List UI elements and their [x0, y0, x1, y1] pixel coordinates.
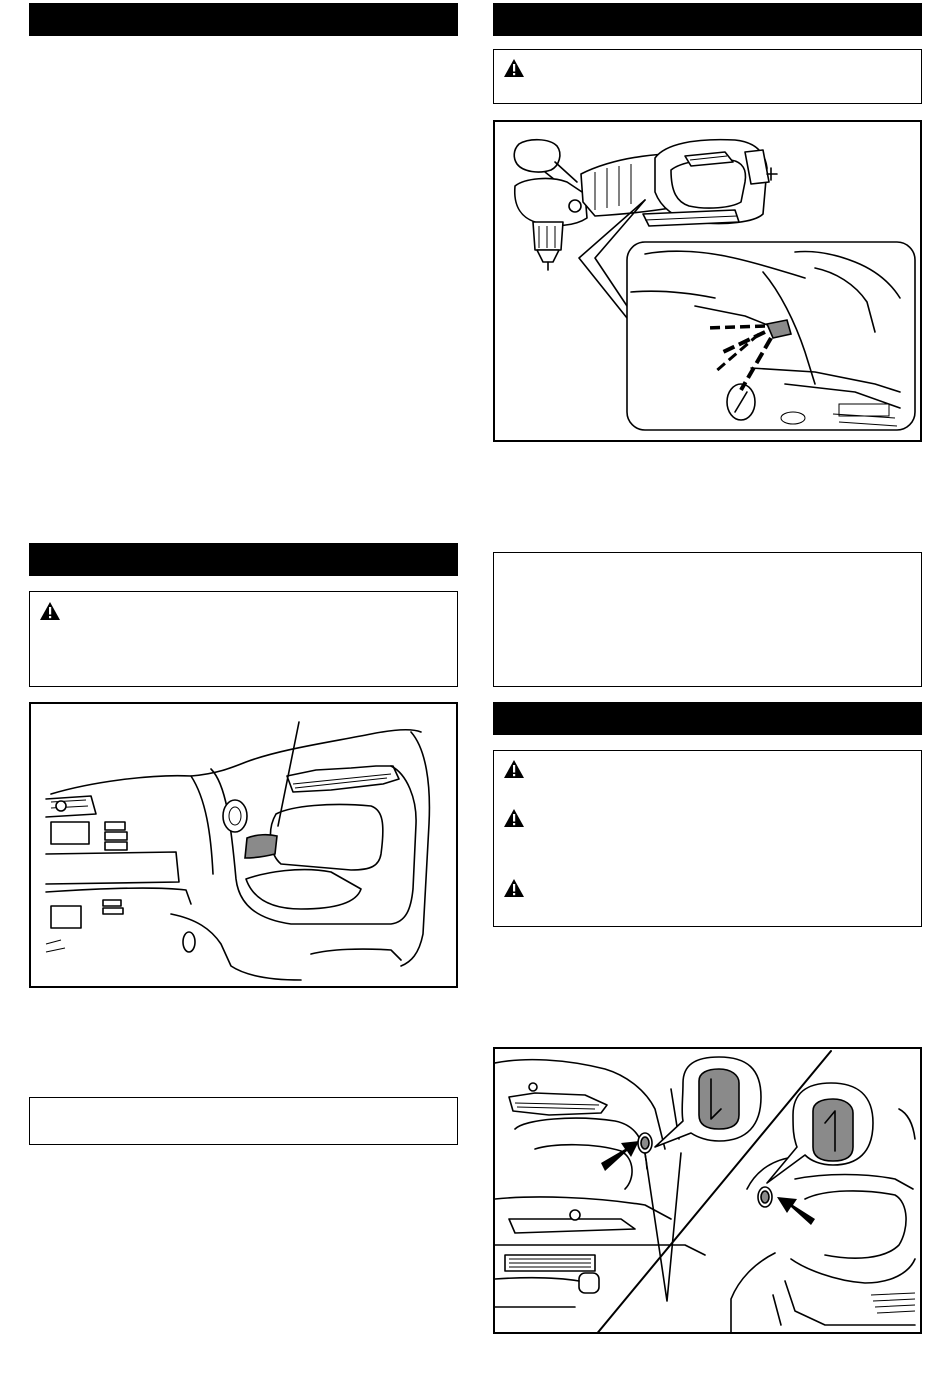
warning-triangle-icon	[503, 759, 525, 779]
warning-box-multi	[493, 750, 922, 927]
section-header-bar	[29, 3, 458, 36]
warning-box	[29, 591, 458, 687]
warning-triangle-icon	[503, 878, 525, 898]
warning-triangle-icon	[503, 808, 525, 828]
warning-box	[493, 49, 922, 104]
figure-angle-drill	[493, 120, 922, 442]
note-box	[29, 1097, 458, 1145]
section-header-bar	[493, 702, 922, 735]
note-box	[493, 552, 922, 687]
figure-reversing-switch	[493, 1047, 922, 1334]
section-header-bar	[29, 543, 458, 576]
section-header-bar	[493, 3, 922, 36]
figure-indicator-lamp	[29, 702, 458, 988]
warning-triangle-icon	[503, 58, 525, 78]
warning-triangle-icon	[39, 601, 61, 621]
